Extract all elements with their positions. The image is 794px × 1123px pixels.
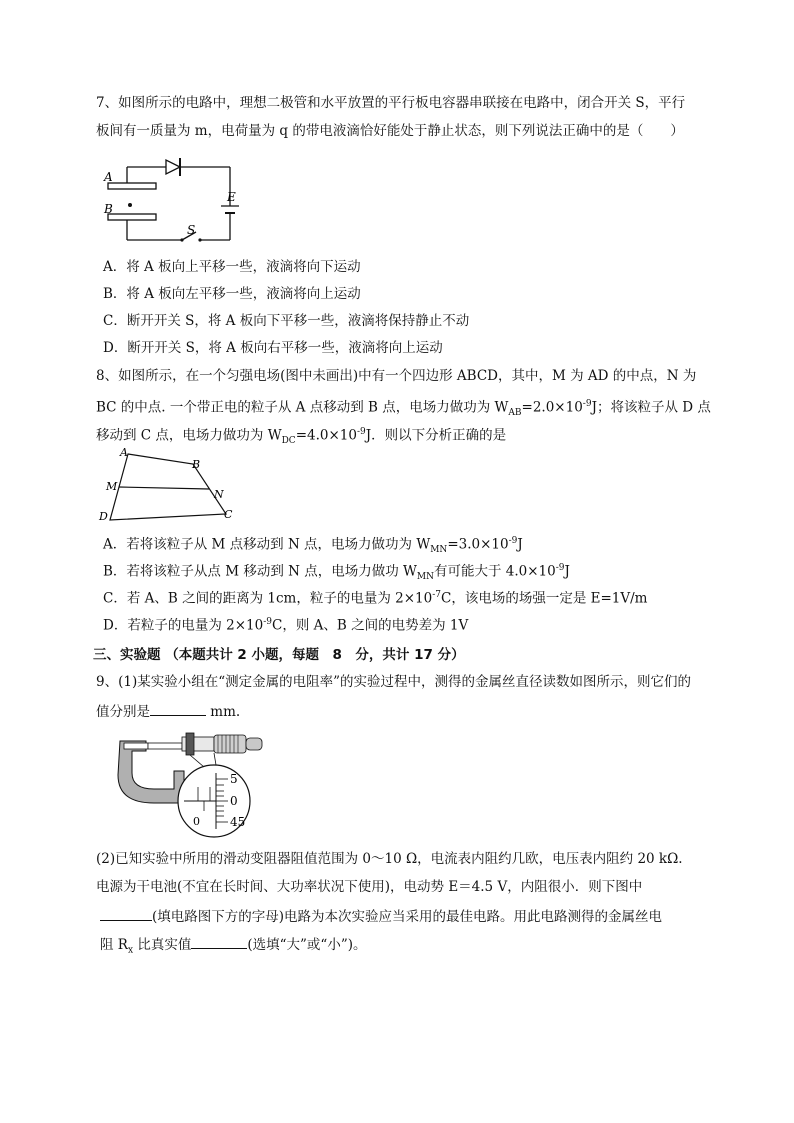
sleeve-tick-0: 0 [193, 815, 200, 828]
q9-part1-line-1: 9、(1)某实验小组在“测定金属的电阻率”的实验过程中，测得的金属丝直径读数如图所示，则它们的 [96, 674, 692, 690]
q9-part2-line-3: (填电路图下方的字母)电路为本次实验应当采用的最佳电路。用此电路测得的金属丝电 [100, 906, 662, 926]
q8-quadrilateral-diagram [98, 446, 248, 526]
vertex-d-label: D [99, 510, 108, 523]
q8-option-b: B．若将该粒子从点 M 移动到 N 点，电场力做功 $W_{MN}$有可能大于 $4.0\times 10^{-9}J$ [103, 563, 570, 583]
q8-option-c: C．若 A、B 之间的距离为 1cm，粒子的电量为 $2\times 10^{-7}C$，该电场的场强一定是 E=1V/m [103, 590, 648, 607]
q9-answer-blank-2[interactable] [100, 906, 152, 921]
midpoint-n-label: N [214, 488, 224, 501]
q7-option-a: A．将 A 板向上平移一些，液滴将向下运动 [103, 259, 361, 275]
vertex-c-label: C [224, 508, 233, 521]
plate-a-label: A [104, 170, 113, 184]
q8-stem-line-2: BC 的中点. 一个带正电的粒子从 A 点移动到 B 点，电场力做功为 $W_{AB}=2.0\times 10^{-9}J$；将该粒子从 D 点 [96, 399, 711, 419]
q8-option-d: D．若粒子的电量为 $2\times 10^{-9}C$，则 A、B 之间的电势差为 1V [103, 617, 469, 634]
q8-stem-line-3: 移动到 C 点，电场力做功为 $W_{DC}=4.0\times 10^{-9}J$．则以下分析正确的是 [96, 427, 507, 447]
q9-part2-line-2: 电源为干电池(不宜在长时间、大功率状况下使用)，电动势 E＝4.5 V，内阻很小．则下图中 [96, 879, 643, 895]
battery-e-label: E [227, 190, 236, 204]
thimble-tick-5: 5 [230, 772, 238, 786]
q9-part1-line-2: 值分别是 mm. [96, 701, 240, 721]
q7-option-b: B．将 A 板向左平移一些，液滴将向上运动 [103, 286, 361, 302]
q7-circuit-diagram [100, 148, 240, 248]
micrometer-figure [114, 729, 274, 841]
switch-s-label: S [187, 223, 196, 237]
q9-answer-blank-3[interactable] [191, 934, 247, 949]
vertex-b-label: B [192, 458, 201, 471]
q7-option-c: C．断开开关 S，将 A 板向下平移一些，液滴将保持静止不动 [103, 313, 470, 329]
q9-answer-blank-1[interactable] [150, 701, 206, 716]
plate-b-label: B [104, 202, 113, 216]
q8-stem-line-1: 8、如图所示，在一个匀强电场(图中未画出)中有一个四边形 ABCD，其中，M 为 AD 的中点，N 为 [96, 368, 697, 384]
q9-part2-line-1: (2)已知实验中所用的滑动变阻器阻值范围为 0～10 Ω，电流表内阻约几欧，电压表内阻约 20 kΩ. [96, 851, 683, 867]
midpoint-m-label: M [106, 480, 118, 493]
q7-stem-line-1: 7、如图所示的电路中，理想二极管和水平放置的平行板电容器串联接在电路中，闭合开关 S，平行 [96, 95, 686, 111]
q7-stem-line-2: 板间有一质量为 m，电荷量为 q 的带电液滴恰好能处于静止状态，则下列说法正确中的是（ ） [96, 123, 684, 139]
q8-option-a: A．若将该粒子从 M 点移动到 N 点，电场力做功为 $W_{MN}=3.0\times 10^{-9}J$ [103, 536, 523, 556]
section-3-heading: 三、实验题 （本题共计 2 小题，每题 8 分，共计 17 分） [93, 647, 465, 663]
q7-option-d: D．断开开关 S，将 A 板向右平移一些，液滴将向上运动 [103, 340, 443, 356]
thimble-tick-45: 45 [230, 815, 246, 829]
thimble-tick-0: 0 [230, 794, 238, 808]
q9-part2-line-4: 阻 $R_x$ 比真实值 (选填“大”或“小”)。 [100, 934, 366, 960]
vertex-a-label: A [120, 446, 128, 459]
